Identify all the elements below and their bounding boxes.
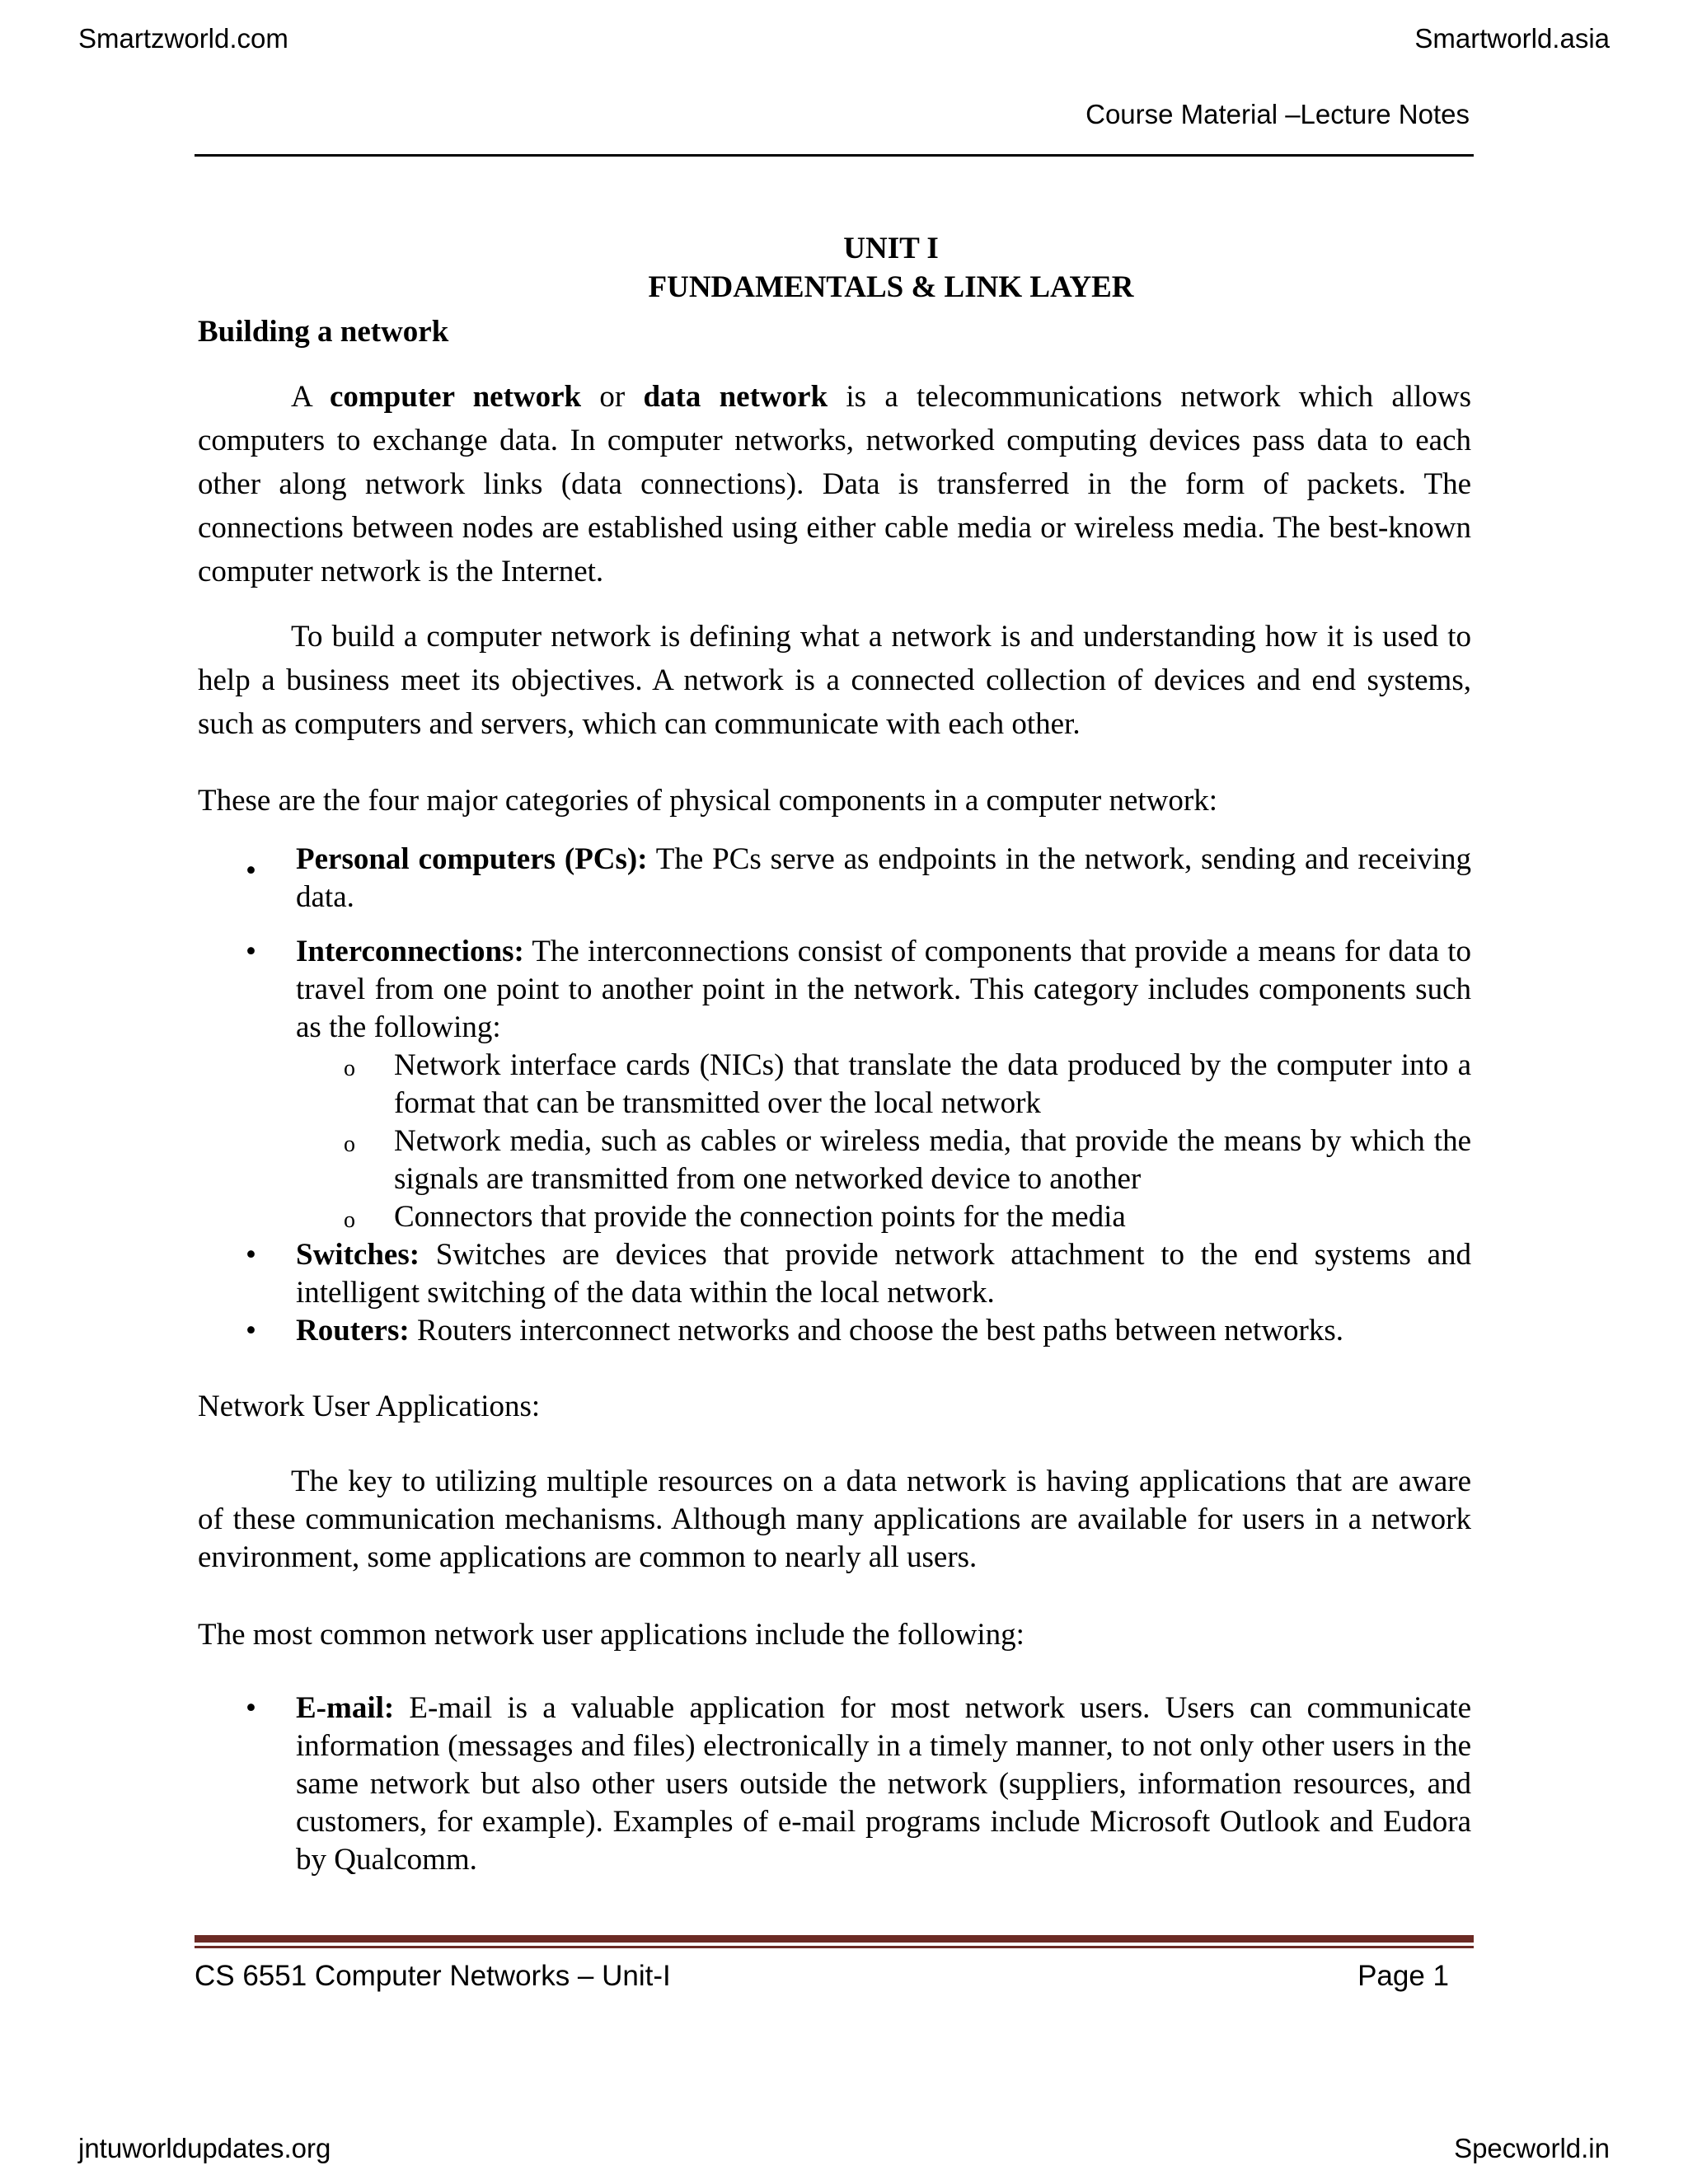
course-material-label: Course Material –Lecture Notes bbox=[1085, 99, 1470, 129]
list-item bbox=[198, 933, 1471, 1236]
text-run: is a telecommunications network which allows computers to exchange data. In computer networks, networked computing devices pass data to each other along network links (data connections). Data is transferred in the form of packets. The connections between nodes are established using either cable media or wireless media. The best-known computer network is the Internet. bbox=[198, 380, 1471, 588]
footer-rule-thin bbox=[195, 1946, 1474, 1948]
list-item bbox=[198, 1690, 1471, 1879]
list-item-text: The interconnections consist of components that provide a means for data to travel from one point to another point in the network. This category includes components such as the following: bbox=[296, 935, 1471, 1044]
section-heading-network-user-applications: Network User Applications: bbox=[198, 1390, 541, 1423]
footer-rule-thick bbox=[195, 1935, 1474, 1943]
text-run: or bbox=[581, 380, 644, 414]
list-item bbox=[198, 1312, 1471, 1350]
watermark-bottom-left: jntuworldupdates.org bbox=[78, 2133, 331, 2163]
sub-list-item bbox=[296, 1047, 1471, 1122]
paragraph-key-to-utilizing: The key to utilizing multiple resources on a data network is having applications that are aware of these communication mechanisms. Although many applications are available for users in a network environment, some applications are common to nearly all users. bbox=[198, 1465, 1471, 1574]
sub-list-item-text: Connectors that provide the connection points for the media bbox=[394, 1200, 1126, 1234]
list-item bbox=[198, 1236, 1471, 1312]
list-item-text: The PCs serve as endpoints in the network, sending and receiving data. bbox=[296, 842, 1471, 914]
bullet-icon: • bbox=[246, 1238, 256, 1272]
paragraph-common-applications: The most common network user applications include the following: bbox=[198, 1618, 1025, 1652]
list-item-text: E-mail is a valuable application for most network users. Users can communicate information (messages and files) electronically in a timely manner, to not only other users in the same network but also other users outside the network (suppliers, information resources, and customers, for example). Examples of e-mail programs include Microsoft Outlook and Eudora by Qualcomm. bbox=[296, 1691, 1471, 1877]
paragraph-four-categories: These are the four major categories of physical components in a computer network: bbox=[198, 784, 1218, 818]
list-item-term: Switches: bbox=[296, 1238, 420, 1272]
component-list bbox=[198, 841, 1471, 1350]
list-item bbox=[198, 841, 1471, 916]
list-item-text: Routers interconnect networks and choose the best paths between networks. bbox=[409, 1314, 1344, 1347]
sub-list-item-text: Network media, such as cables or wireless media, that provide the means by which the signals are transmitted from one networked device to another bbox=[394, 1124, 1471, 1196]
sub-list bbox=[296, 1047, 1471, 1236]
list-item-term: Routers: bbox=[296, 1314, 410, 1347]
unit-title bbox=[195, 229, 1587, 307]
section-heading-building-network: Building a network bbox=[198, 315, 449, 349]
application-list bbox=[198, 1690, 1471, 1879]
list-item-term: E-mail: bbox=[296, 1691, 395, 1725]
watermark-top-left: Smartzworld.com bbox=[78, 23, 288, 54]
bold-term-computer-network: computer network bbox=[329, 380, 582, 414]
bullet-icon: • bbox=[246, 854, 256, 888]
list-item-term: Interconnections: bbox=[296, 935, 524, 968]
sub-list-item-text: Network interface cards (NICs) that translate the data produced by the computer into a format that can be transmitted over the local network bbox=[394, 1048, 1471, 1120]
bullet-icon: • bbox=[246, 1691, 256, 1725]
bold-term-data-network: data network bbox=[643, 380, 828, 414]
header-rule bbox=[195, 154, 1474, 157]
bullet-icon: • bbox=[246, 935, 256, 968]
circle-bullet-icon: o bbox=[344, 1207, 355, 1233]
text-run: A bbox=[291, 380, 330, 414]
watermark-top-right: Smartworld.asia bbox=[1414, 23, 1610, 54]
unit-subtitle: FUNDAMENTALS & LINK LAYER bbox=[648, 270, 1134, 304]
paragraph-computer-network-definition bbox=[198, 375, 1471, 593]
unit-number: UNIT I bbox=[843, 232, 939, 265]
bullet-icon: • bbox=[246, 1314, 256, 1347]
footer-course-title: CS 6551 Computer Networks – Unit-I bbox=[195, 1960, 671, 1992]
sub-list-item bbox=[296, 1122, 1471, 1198]
footer-page-number: Page 1 bbox=[1357, 1960, 1449, 1992]
paragraph-build-network: To build a computer network is defining what a network is and understanding how it is used to help a business meet its objectives. A network is a connected collection of devices and end systems, such as computers and servers, which can communicate with each other. bbox=[198, 620, 1471, 741]
sub-list-item bbox=[296, 1198, 1471, 1236]
circle-bullet-icon: o bbox=[344, 1056, 355, 1081]
watermark-bottom-right: Specworld.in bbox=[1454, 2133, 1610, 2163]
list-item-text: Switches are devices that provide network attachment to the end systems and intelligent switching of the data within the local network. bbox=[296, 1238, 1471, 1310]
circle-bullet-icon: o bbox=[344, 1132, 355, 1157]
page-body bbox=[198, 310, 1471, 1896]
list-item-term: Personal computers (PCs): bbox=[296, 842, 648, 876]
